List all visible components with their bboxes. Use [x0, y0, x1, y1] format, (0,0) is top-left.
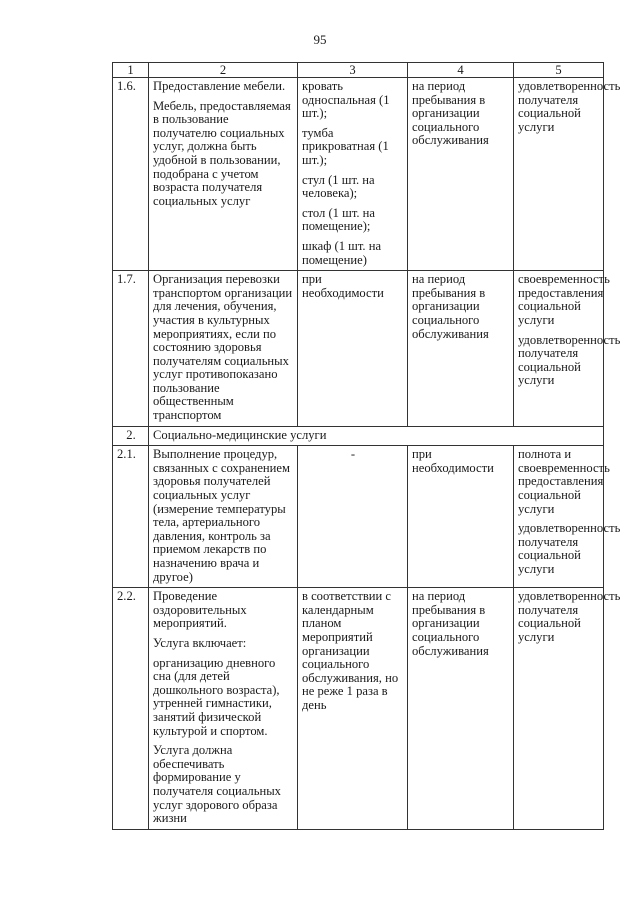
paragraph: Услуга должна обеспечивать формирование у получателя социальных услуг здорового образа жизни: [153, 743, 281, 826]
quality-indicator: [514, 271, 621, 427]
service-volume: [298, 78, 408, 271]
row-number: 2.1.: [113, 446, 149, 588]
paragraph: при необходимости: [412, 447, 494, 475]
row-number: 1.6.: [113, 78, 149, 271]
table-row: [113, 78, 604, 271]
paragraph: Услуга включает:: [153, 635, 247, 650]
table-row: [113, 446, 604, 588]
header-cell: 1: [113, 63, 149, 78]
paragraph: удовлетворенность получателя социальной услуги: [518, 332, 621, 388]
quality-indicator: [514, 78, 621, 271]
paragraph: кровать односпальная (1 шт.);: [302, 79, 390, 121]
paragraph: Организация перевозки транспортом организации для лечения, обучения, участия в культурных мероприятиях, если по состоянию здоровья получателям социальных услуг противопоказано пользование общественным транспортом: [153, 272, 293, 423]
paragraph: -: [350, 447, 356, 462]
quality-indicator: [514, 588, 621, 830]
service-term: [408, 271, 514, 427]
paragraph: при необходимости: [302, 272, 384, 300]
paragraph: стул (1 шт. на человека);: [302, 172, 375, 201]
header-cell: 5: [514, 63, 604, 78]
paragraph: Мебель, предоставляемая в пользование получателю социальных услуг, должна быть удобной в пользовании, подобрана с учетом возраста получателя социальных услуг: [153, 98, 291, 208]
paragraph: стол (1 шт. на помещение);: [302, 205, 376, 234]
header-cell: 2: [149, 63, 298, 78]
paragraph: тумба прикроватная (1 шт.);: [302, 125, 389, 167]
service-term: [408, 78, 514, 271]
service-term: [408, 446, 514, 588]
paragraph: полнота и своевременность предоставления социальной услуги: [518, 447, 610, 516]
row-number: 2.2.: [113, 588, 149, 830]
service-description: [149, 446, 298, 588]
paragraph: удовлетворенность получателя социальной услуги: [518, 79, 621, 134]
section-title: Социально-медицинские услуги: [149, 426, 604, 446]
services-table: [112, 62, 621, 830]
paragraph: удовлетворенность получателя социальной услуги: [518, 589, 621, 644]
table-row: [113, 588, 604, 830]
paragraph: своевременность предоставления социальной услуги: [518, 272, 610, 327]
paragraph: на период пребывания в организации социального обслуживания: [412, 272, 489, 341]
paragraph: на период пребывания в организации социального обслуживания: [412, 79, 489, 148]
paragraph: в соответствии с календарным планом мероприятий организации социального обслуживания, но не реже 1 раза в день: [302, 589, 399, 712]
paragraph: Предоставление мебели.: [153, 79, 286, 93]
service-term: [408, 588, 514, 830]
section-number: 2.: [113, 426, 149, 446]
paragraph: Выполнение процедур, связанных с сохранением здоровья получателей социальных услуг (измерение температуры тела, артериального давления, контроль за приемом лекарств по назначению врача и другое): [153, 447, 290, 584]
table-header-row: [113, 63, 604, 78]
table-row: [113, 271, 604, 427]
quality-indicator: [514, 446, 621, 588]
paragraph: удовлетворенность получателя социальной услуги: [518, 521, 621, 576]
service-description: [149, 78, 298, 271]
page-number: 95: [313, 32, 327, 47]
service-volume: [298, 588, 408, 830]
paragraph: на период пребывания в организации социального обслуживания: [412, 589, 489, 658]
paragraph: Проведение оздоровительных мероприятий.: [153, 589, 247, 631]
service-description: [149, 271, 298, 427]
row-number: 1.7.: [113, 271, 149, 427]
service-description: [149, 588, 298, 830]
paragraph: организацию дневного сна (для детей дошкольного возраста), утренней гимнастики, занятий физической культурой и спортом.: [153, 655, 280, 738]
service-volume: [298, 446, 408, 588]
section-row: [113, 426, 604, 446]
paragraph: шкаф (1 шт. на помещение): [302, 238, 382, 267]
header-cell: 3: [298, 63, 408, 78]
header-cell: 4: [408, 63, 514, 78]
service-volume: [298, 271, 408, 427]
